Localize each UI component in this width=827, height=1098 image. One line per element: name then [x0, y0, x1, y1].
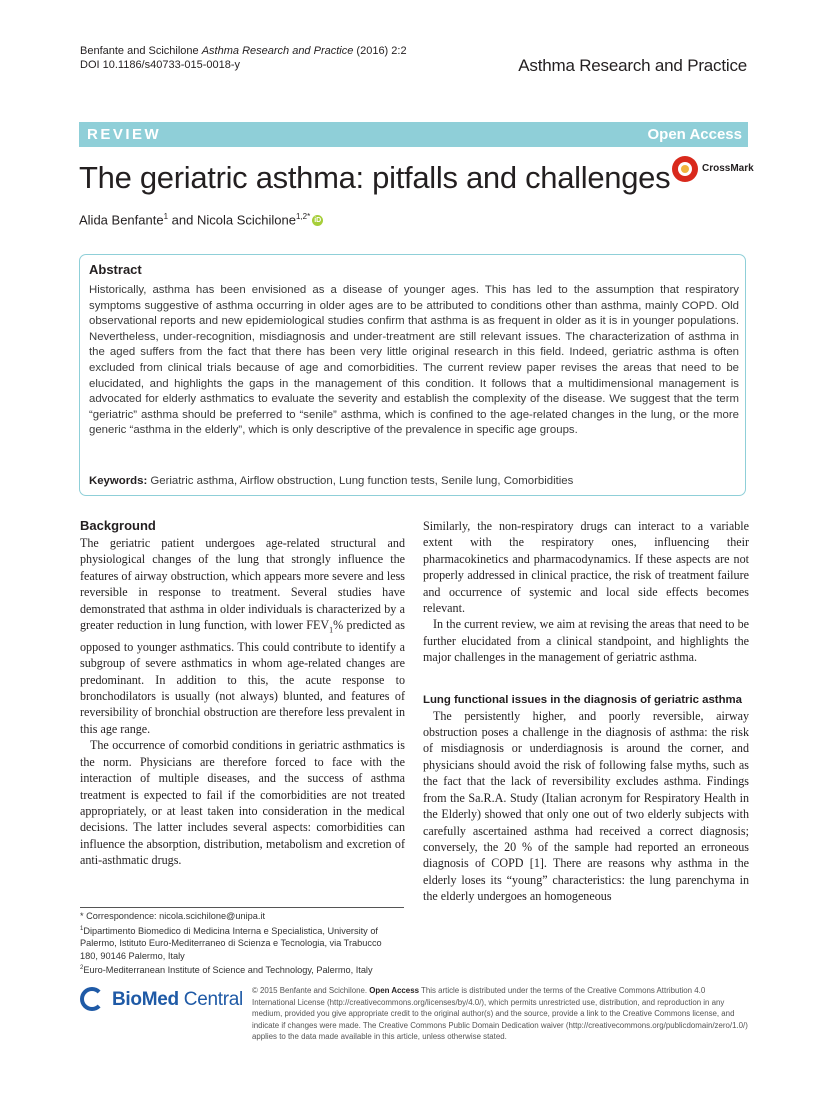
biomed-central-icon [80, 987, 104, 1011]
article-type: REVIEW [87, 126, 162, 143]
crossmark-badge[interactable] [672, 156, 752, 186]
footnote-divider [80, 907, 404, 908]
abstract-heading: Abstract [89, 262, 142, 277]
affiliation: $^1$Dipartimento Biomedico di Medicina Interna e Specialistica, University of Palermo, Istituto Euro-Mediterraneo di Scienza e Tecnologia, via Trabucco 180, 90146 Palermo, Italy [80, 925, 382, 961]
author-list: Alida Benfante$^1$ and Nicola Scichilone$^{1,2*}$ iD [79, 212, 322, 228]
subsection-heading: Lung functional issues in the diagnosis of geriatric asthma [423, 693, 742, 706]
article-type-banner [79, 122, 748, 147]
author-name[interactable]: Nicola Scichilone [196, 212, 296, 228]
open-access-label: Open Access [647, 126, 742, 143]
paragraph: Similarly, the non-respiratory drugs can interact to a variable extent with the respiratory ones, influencing their pharmacokinetics and pharmacodynamics. If these aspects are not properly addressed in clinical practice, the risk of treatment failure and occurrence of systemic and local side effects becomes relevant. [423, 519, 749, 616]
publisher-logo[interactable]: BioMed Central [80, 986, 240, 1020]
citation-line: Benfante and Scichilone Asthma Research and Practice (2016) 2:2 [80, 45, 407, 57]
journal-name: Asthma Research and Practice [518, 56, 747, 75]
paragraph: The geriatric patient undergoes age-related structural and physiological changes of the lung that strongly influence the features of airway obstruction, which appears more severe and less reversible in response to treatment. Several studies have demonstrated that asthma in older individuals is characterized by a greater reduction in lung function, with lower $FEV_1\%$ predicted as opposed to younger asthmatics. This could contribute to identify a subgroup of severe asthmatics in whom age-related changes are predominant. In addition to this, the acute response to bronchodilators is usually (not always) blunted, and features of reversibility of bronchial obstruction are therefore less prevalent in this age range. [80, 536, 405, 736]
author-name[interactable]: Alida Benfante [79, 212, 164, 228]
correspondence[interactable]: * Correspondence: nicola.scichilone@unipa.it [80, 911, 266, 921]
keywords: Keywords: Geriatric asthma, Airflow obstruction, Lung function tests, Senile lung, Comorbidities [89, 475, 574, 487]
abstract-text: Historically, asthma has been envisioned as a disease of younger ages. This has led to the assumption that respiratory symptoms suggestive of asthma occurring in older ages are to be attributed to conditions other than asthma, mainly COPD. Old observational reports and new epidemiological studies confirm that asthma is as frequent in older as it is in younger populations. Nevertheless, under-recognition, misdiagnosis and under-treatment are still relevant issues. The characterization of asthma in the aged suffers from the fact that there has been very little original research in this field. Indeed, geriatric asthma is often excluded from clinical trials because of age and comorbidities. The current review paper revises the areas that need to be elucidated, and highlights the gaps in the management of this condition. It follows that a multidimensional management is advocated for elderly asthmatics to evaluate the severity and establish the complexity of the disease. We suggest that the term “geriatric” asthma should be preferred to “senile” asthma, which is confined to the age-related changes in the lung, or the more generic “asthma in the elderly”, which is only descriptive of the prevalence in specific age groups. [89, 284, 739, 437]
section-heading: Background [80, 518, 156, 533]
crossmark-label: CrossMark [702, 163, 754, 174]
license-text: © 2015 Benfante and Scichilone. Open Access This article is distributed under the terms of the Creative Commons Attribution 4.0 International License (http://creativecommons.org/licenses/by/4.0/), which permits unrestricted use, distribution, and reproduction in any medium, provided you give appropriate credit to the original author(s) and the source, provide a link to the Creative Commons license, and indicate if changes were made. The Creative Commons Public Domain Dedication waiver (http://creativecommons.org/publicdomain/zero/1.0/) applies to the data made available in this article, unless otherwise stated. [252, 986, 748, 1042]
body-column-left [80, 517, 405, 869]
paragraph: In the current review, we aim at revising the areas that need to be further elucidated from a clinical standpoint, and highlights the major challenges in the management of geriatric asthma. [423, 617, 749, 665]
paragraph: The persistently higher, and poorly reversible, airway obstruction poses a challenge in the diagnosis of asthma: the risk of misdiagnosis or underdiagnosis is around the corner, and physicians should avoid the risk of following false myths, such as the fact that the lack of reversibility excludes asthma. Findings from the Sa.R.A. Study (Italian acronym for Respiratory Health in the Elderly) showed that only one out of two elderly subjects with carefully ascertained asthma had received a correct diagnosis; conversely, the 20 % of the sample had reported an erroneous diagnosis of COPD [1]. There are reasons why asthma in the elderly loses its “young” characteristics: the lung parenchyma in the elderly undergoes an homogeneous [423, 708, 749, 904]
orcid-icon[interactable]: iD [314, 217, 322, 225]
footnotes [80, 910, 400, 977]
article-title: The geriatric asthma: pitfalls and challenges [79, 160, 671, 195]
abstract-box [79, 254, 746, 496]
body-column-right [423, 518, 749, 905]
affiliation: $^2$Euro-Mediterranean Institute of Science and Technology, Palermo, Italy [80, 965, 373, 976]
paragraph: The occurrence of comorbid conditions in geriatric asthmatics is the norm. Physicians are therefore forced to face with the interaction of multiple diseases, and the success of asthma treatment is expected to fail if the comorbidities are not treated appropriately, or at least taken into consideration in the medical decisions. The latter includes several aspects: comorbidities can influence the absorption, distribution, metabolism and excretion of anti-asthmatic drugs. [80, 738, 405, 868]
doi[interactable]: DOI 10.1186/s40733-015-0018-y [80, 59, 241, 71]
